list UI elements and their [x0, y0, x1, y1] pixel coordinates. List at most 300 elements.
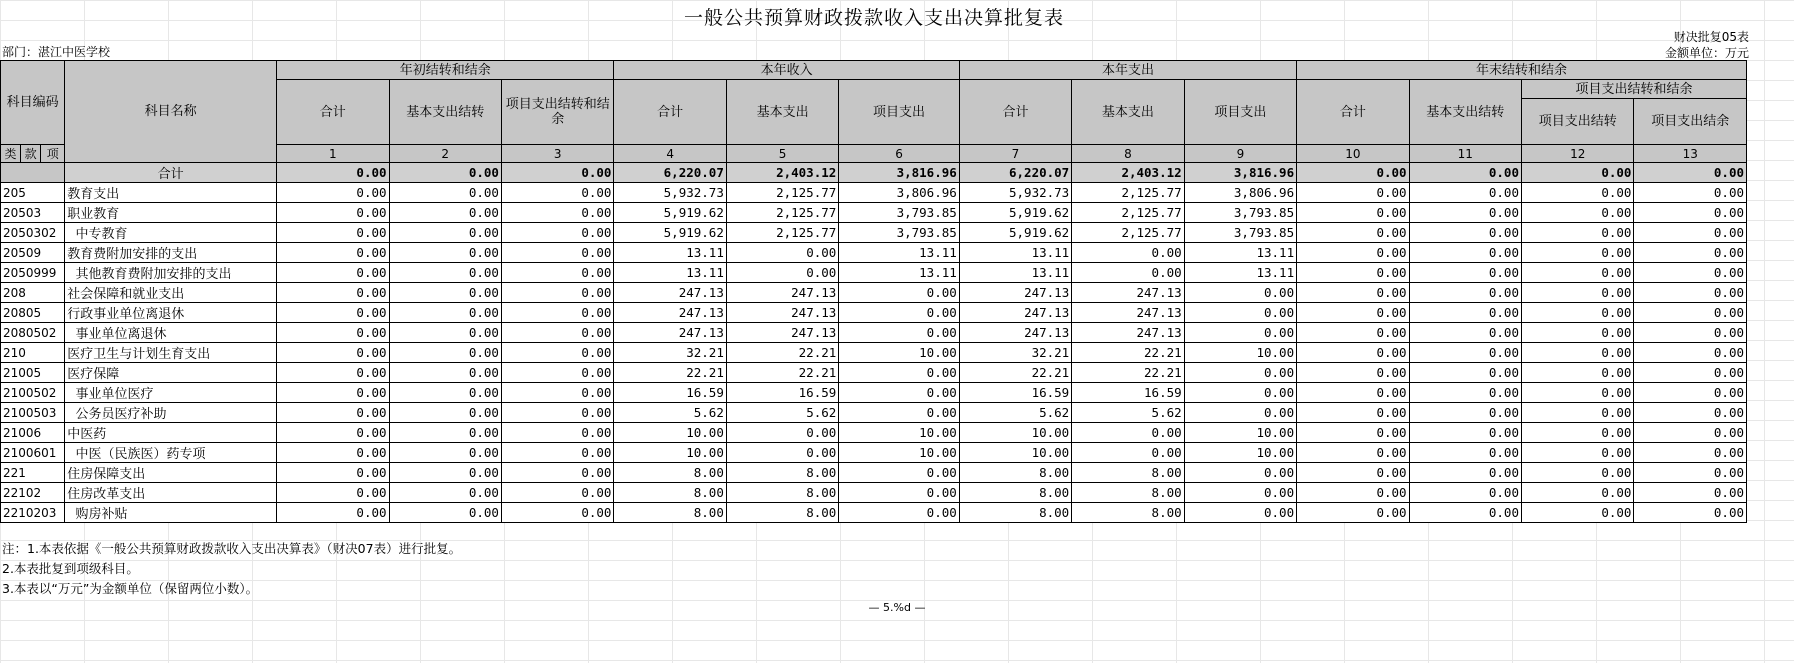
amount-cell[interactable]: 0.00 [277, 203, 389, 223]
amount-cell[interactable]: 0.00 [1521, 423, 1633, 443]
lanci-11: 11 [1409, 145, 1521, 163]
amount-cell[interactable]: 0.00 [1521, 363, 1633, 383]
amount-cell[interactable]: 0.00 [501, 423, 613, 443]
amount-cell[interactable]: 247.13 [959, 303, 1071, 323]
amount-cell[interactable]: 0.00 [839, 383, 959, 403]
amount-cell[interactable]: 8.00 [726, 483, 838, 503]
amount-cell[interactable]: 247.13 [726, 283, 838, 303]
amount-cell[interactable]: 0.00 [1409, 383, 1521, 403]
table-body [1, 183, 1747, 523]
amount-cell[interactable]: 0.00 [1184, 403, 1296, 423]
table-row [1, 483, 1747, 503]
table-row [1, 283, 1747, 303]
amount-cell[interactable]: 5.62 [1072, 403, 1184, 423]
amount-cell[interactable]: 0.00 [1634, 483, 1747, 503]
amount-cell[interactable]: 0.00 [1409, 263, 1521, 283]
amount-cell[interactable]: 0.00 [1634, 283, 1747, 303]
amount-cell[interactable]: 0.00 [1297, 443, 1409, 463]
amount-cell[interactable]: 0.00 [1521, 223, 1633, 243]
subject-name[interactable]: 购房补贴 [65, 503, 277, 523]
amount-cell[interactable]: 0.00 [1409, 283, 1521, 303]
amount-cell[interactable]: 0.00 [389, 503, 501, 523]
subject-name[interactable]: 事业单位离退休 [65, 323, 277, 343]
amount-cell[interactable]: 0.00 [1634, 423, 1747, 443]
amount-cell[interactable]: 8.00 [1072, 483, 1184, 503]
lanci-7: 7 [959, 145, 1071, 163]
header-row-groups [1, 61, 1747, 80]
total-code-cell [1, 163, 65, 183]
amount-cell[interactable]: 0.00 [389, 303, 501, 323]
amount-cell[interactable]: 0.00 [1521, 503, 1633, 523]
amount-cell[interactable]: 0.00 [1521, 463, 1633, 483]
amount-cell[interactable]: 247.13 [726, 323, 838, 343]
amount-cell[interactable]: 0.00 [1409, 203, 1521, 223]
amount-cell[interactable]: 0.00 [389, 203, 501, 223]
header-col-9: 项目支出 [1184, 80, 1296, 145]
subject-name[interactable]: 职业教育 [65, 203, 277, 223]
amount-cell[interactable]: 13.11 [614, 263, 726, 283]
amount-cell[interactable]: 0.00 [1521, 283, 1633, 303]
subject-code[interactable]: 2100601 [1, 443, 65, 463]
amount-cell[interactable]: 0.00 [1409, 303, 1521, 323]
amount-cell[interactable]: 0.00 [1634, 323, 1747, 343]
amount-cell[interactable]: 0.00 [839, 403, 959, 423]
amount-cell[interactable]: 247.13 [959, 283, 1071, 303]
subject-name[interactable]: 行政事业单位离退休 [65, 303, 277, 323]
amount-cell[interactable]: 0.00 [1634, 263, 1747, 283]
amount-cell[interactable]: 247.13 [959, 323, 1071, 343]
subject-code[interactable]: 21005 [1, 363, 65, 383]
amount-cell[interactable]: 0.00 [1184, 483, 1296, 503]
subject-name[interactable]: 公务员医疗补助 [65, 403, 277, 423]
amount-cell[interactable]: 5,919.62 [614, 223, 726, 243]
amount-cell[interactable]: 5,919.62 [959, 203, 1071, 223]
amount-cell[interactable]: 0.00 [277, 383, 389, 403]
amount-cell[interactable]: 0.00 [1634, 183, 1747, 203]
subject-name[interactable]: 医疗卫生与计划生育支出 [65, 343, 277, 363]
amount-cell[interactable]: 0.00 [277, 483, 389, 503]
amount-cell[interactable]: 3,793.85 [839, 223, 959, 243]
amount-cell[interactable]: 0.00 [1297, 463, 1409, 483]
amount-cell[interactable]: 3,806.96 [839, 183, 959, 203]
amount-cell[interactable]: 0.00 [1409, 483, 1521, 503]
amount-cell[interactable]: 0.00 [839, 283, 959, 303]
amount-cell[interactable]: 0.00 [1409, 463, 1521, 483]
amount-cell[interactable]: 0.00 [1634, 223, 1747, 243]
amount-cell[interactable]: 0.00 [1184, 463, 1296, 483]
amount-cell[interactable]: 0.00 [277, 463, 389, 483]
amount-cell[interactable]: 0.00 [1297, 363, 1409, 383]
amount-cell[interactable]: 0.00 [1521, 403, 1633, 423]
amount-cell[interactable]: 0.00 [389, 283, 501, 303]
header-col-6: 项目支出 [839, 80, 959, 145]
amount-cell[interactable]: 0.00 [277, 223, 389, 243]
table-row [1, 463, 1747, 483]
subject-code[interactable]: 20509 [1, 243, 65, 263]
amount-cell[interactable]: 0.00 [1297, 203, 1409, 223]
header-col-13: 项目支出结余 [1634, 99, 1747, 145]
header-xiang: 项 [41, 145, 65, 163]
amount-cell[interactable]: 247.13 [1072, 323, 1184, 343]
amount-cell[interactable]: 32.21 [959, 343, 1071, 363]
amount-cell[interactable]: 0.00 [277, 443, 389, 463]
lanci-5: 5 [726, 145, 838, 163]
amount-cell[interactable]: 0.00 [1184, 363, 1296, 383]
subject-name[interactable]: 教育费附加安排的支出 [65, 243, 277, 263]
amount-cell[interactable]: 22.21 [1072, 363, 1184, 383]
amount-cell[interactable]: 0.00 [501, 403, 613, 423]
subject-code[interactable]: 20503 [1, 203, 65, 223]
amount-cell[interactable]: 22.21 [959, 363, 1071, 383]
amount-cell[interactable]: 247.13 [726, 303, 838, 323]
table-row [1, 243, 1747, 263]
amount-cell[interactable]: 0.00 [389, 263, 501, 283]
amount-cell[interactable]: 0.00 [501, 363, 613, 383]
amount-cell[interactable]: 0.00 [501, 183, 613, 203]
subject-code[interactable]: 2080502 [1, 323, 65, 343]
amount-cell[interactable]: 0.00 [389, 483, 501, 503]
amount-cell[interactable]: 0.00 [1297, 343, 1409, 363]
amount-cell[interactable]: 0.00 [1297, 483, 1409, 503]
subject-code[interactable]: 208 [1, 283, 65, 303]
amount-cell[interactable]: 0.00 [1297, 243, 1409, 263]
amount-cell[interactable]: 0.00 [389, 443, 501, 463]
amount-cell[interactable]: 0.00 [389, 383, 501, 403]
amount-cell[interactable]: 10.00 [839, 423, 959, 443]
amount-cell[interactable]: 0.00 [1409, 423, 1521, 443]
amount-cell[interactable]: 0.00 [389, 183, 501, 203]
amount-cell[interactable]: 0.00 [389, 223, 501, 243]
amount-cell[interactable]: 0.00 [501, 243, 613, 263]
amount-cell[interactable]: 0.00 [1072, 423, 1184, 443]
amount-cell[interactable]: 0.00 [1634, 403, 1747, 423]
amount-cell[interactable]: 16.59 [1072, 383, 1184, 403]
amount-cell[interactable]: 0.00 [1297, 283, 1409, 303]
amount-cell[interactable]: 0.00 [389, 403, 501, 423]
amount-cell[interactable]: 0.00 [1297, 423, 1409, 443]
amount-cell[interactable]: 0.00 [1297, 403, 1409, 423]
header-col-10: 合计 [1297, 80, 1409, 145]
amount-cell[interactable]: 0.00 [501, 463, 613, 483]
amount-cell[interactable]: 5,932.73 [959, 183, 1071, 203]
amount-cell[interactable]: 0.00 [1521, 203, 1633, 223]
amount-cell[interactable]: 8.00 [1072, 503, 1184, 523]
amount-cell[interactable]: 13.11 [614, 243, 726, 263]
total-value: 0.00 [1409, 163, 1521, 183]
amount-cell[interactable]: 0.00 [1634, 463, 1747, 483]
page-title: 一般公共预算财政拨款收入支出决算批复表 [683, 7, 1064, 29]
subject-code[interactable]: 221 [1, 463, 65, 483]
subject-name[interactable]: 教育支出 [65, 183, 277, 203]
amount-cell[interactable]: 10.00 [839, 443, 959, 463]
amount-cell[interactable]: 0.00 [839, 303, 959, 323]
amount-cell[interactable]: 10.00 [959, 423, 1071, 443]
amount-cell[interactable]: 0.00 [277, 343, 389, 363]
amount-cell[interactable]: 0.00 [1634, 303, 1747, 323]
subject-name[interactable]: 医疗保障 [65, 363, 277, 383]
amount-cell[interactable]: 0.00 [1521, 483, 1633, 503]
amount-cell[interactable]: 0.00 [1521, 443, 1633, 463]
amount-cell[interactable]: 0.00 [1297, 223, 1409, 243]
amount-cell[interactable]: 0.00 [1184, 503, 1296, 523]
amount-cell[interactable]: 0.00 [389, 243, 501, 263]
lanci-9: 9 [1184, 145, 1296, 163]
amount-cell[interactable]: 0.00 [1184, 303, 1296, 323]
amount-cell[interactable]: 0.00 [501, 263, 613, 283]
amount-cell[interactable]: 0.00 [1409, 323, 1521, 343]
header-group-expense: 本年支出 [959, 61, 1296, 80]
amount-cell[interactable]: 0.00 [1409, 503, 1521, 523]
amount-cell[interactable]: 0.00 [277, 283, 389, 303]
amount-cell[interactable]: 0.00 [1634, 443, 1747, 463]
total-value: 3,816.96 [1184, 163, 1296, 183]
amount-cell[interactable]: 8.00 [959, 503, 1071, 523]
header-col-7: 合计 [959, 80, 1071, 145]
header-col-3: 项目支出结转和结余 [501, 80, 613, 145]
amount-cell[interactable]: 0.00 [389, 463, 501, 483]
subject-code[interactable]: 205 [1, 183, 65, 203]
table-row [1, 323, 1747, 343]
amount-cell[interactable]: 5,932.73 [614, 183, 726, 203]
amount-cell[interactable]: 0.00 [1297, 303, 1409, 323]
amount-cell[interactable]: 0.00 [1634, 363, 1747, 383]
amount-cell[interactable]: 0.00 [1297, 323, 1409, 343]
amount-cell[interactable]: 0.00 [501, 483, 613, 503]
amount-cell[interactable]: 0.00 [1634, 503, 1747, 523]
amount-cell[interactable]: 0.00 [389, 343, 501, 363]
amount-cell[interactable]: 13.11 [1184, 243, 1296, 263]
amount-cell[interactable]: 2,125.77 [1072, 183, 1184, 203]
table-row [1, 263, 1747, 283]
subject-name[interactable]: 住房改革支出 [65, 483, 277, 503]
amount-cell[interactable]: 0.00 [1521, 183, 1633, 203]
amount-cell[interactable]: 0.00 [1634, 243, 1747, 263]
amount-cell[interactable]: 2,125.77 [726, 183, 838, 203]
table-row [1, 343, 1747, 363]
amount-cell[interactable]: 0.00 [1409, 363, 1521, 383]
subject-code[interactable]: 21006 [1, 423, 65, 443]
amount-cell[interactable]: 0.00 [501, 503, 613, 523]
amount-cell[interactable]: 13.11 [839, 243, 959, 263]
amount-cell[interactable]: 0.00 [277, 183, 389, 203]
amount-cell[interactable]: 0.00 [839, 503, 959, 523]
lanci-1: 1 [277, 145, 389, 163]
amount-cell[interactable]: 0.00 [501, 343, 613, 363]
amount-cell[interactable]: 8.00 [726, 503, 838, 523]
total-value: 6,220.07 [959, 163, 1071, 183]
subject-name[interactable]: 中医（民族医）药专项 [65, 443, 277, 463]
amount-cell[interactable]: 0.00 [1521, 243, 1633, 263]
amount-cell[interactable]: 0.00 [1184, 323, 1296, 343]
subject-name[interactable]: 事业单位医疗 [65, 383, 277, 403]
subject-code[interactable]: 22102 [1, 483, 65, 503]
amount-cell[interactable]: 0.00 [1184, 383, 1296, 403]
subject-code[interactable]: 2050999 [1, 263, 65, 283]
amount-cell[interactable]: 13.11 [1184, 263, 1296, 283]
subject-name[interactable]: 中专教育 [65, 223, 277, 243]
header-col-12: 项目支出结转 [1521, 99, 1633, 145]
header-group-income: 本年收入 [614, 61, 959, 80]
amount-cell[interactable]: 0.00 [277, 243, 389, 263]
amount-cell[interactable]: 0.00 [1409, 223, 1521, 243]
amount-cell[interactable]: 0.00 [1409, 403, 1521, 423]
amount-cell[interactable]: 3,793.85 [1184, 223, 1296, 243]
amount-cell[interactable]: 0.00 [1072, 263, 1184, 283]
amount-cell[interactable]: 5.62 [726, 403, 838, 423]
amount-cell[interactable]: 0.00 [277, 503, 389, 523]
total-label: 合计 [65, 163, 277, 183]
amount-cell[interactable]: 0.00 [501, 223, 613, 243]
subject-code[interactable]: 210 [1, 343, 65, 363]
amount-cell[interactable]: 16.59 [614, 383, 726, 403]
amount-cell[interactable]: 0.00 [501, 323, 613, 343]
total-value: 0.00 [389, 163, 501, 183]
amount-cell[interactable]: 10.00 [1184, 423, 1296, 443]
amount-cell[interactable]: 0.00 [1409, 183, 1521, 203]
total-row [1, 163, 1747, 183]
amount-cell[interactable]: 0.00 [1521, 323, 1633, 343]
header-code: 科目编码 [1, 61, 65, 145]
amount-cell[interactable]: 0.00 [839, 323, 959, 343]
amount-cell[interactable]: 0.00 [1297, 263, 1409, 283]
subject-code[interactable]: 2210203 [1, 503, 65, 523]
amount-cell[interactable]: 0.00 [839, 483, 959, 503]
amount-cell[interactable]: 0.00 [1297, 383, 1409, 403]
amount-cell[interactable]: 0.00 [277, 423, 389, 443]
subject-code[interactable]: 20805 [1, 303, 65, 323]
amount-cell[interactable]: 3,793.85 [839, 203, 959, 223]
amount-cell[interactable]: 10.00 [839, 343, 959, 363]
amount-cell[interactable]: 22.21 [726, 343, 838, 363]
total-value: 6,220.07 [614, 163, 726, 183]
amount-cell[interactable]: 0.00 [1521, 383, 1633, 403]
amount-cell[interactable]: 0.00 [726, 263, 838, 283]
amount-cell[interactable]: 0.00 [839, 463, 959, 483]
header-lei: 类 [1, 145, 21, 163]
amount-cell[interactable]: 8.00 [726, 463, 838, 483]
amount-cell[interactable]: 5,919.62 [614, 203, 726, 223]
subject-code[interactable]: 2100503 [1, 403, 65, 423]
amount-cell[interactable]: 0.00 [1409, 443, 1521, 463]
header-group-closing-project: 项目支出结转和结余 [1521, 80, 1746, 99]
amount-cell[interactable]: 2,125.77 [1072, 223, 1184, 243]
amount-cell[interactable]: 8.00 [614, 463, 726, 483]
amount-cell[interactable]: 3,806.96 [1184, 183, 1296, 203]
amount-cell[interactable]: 8.00 [959, 483, 1071, 503]
amount-cell[interactable]: 8.00 [1072, 463, 1184, 483]
amount-cell[interactable]: 2,125.77 [726, 223, 838, 243]
subject-name[interactable]: 其他教育费附加安排的支出 [65, 263, 277, 283]
amount-cell[interactable]: 5,919.62 [959, 223, 1071, 243]
amount-cell[interactable]: 0.00 [501, 283, 613, 303]
amount-cell[interactable]: 0.00 [277, 403, 389, 423]
amount-cell[interactable]: 0.00 [501, 203, 613, 223]
amount-cell[interactable]: 5.62 [959, 403, 1071, 423]
amount-cell[interactable]: 10.00 [614, 423, 726, 443]
amount-cell[interactable]: 0.00 [277, 323, 389, 343]
table-row [1, 383, 1747, 403]
amount-cell[interactable]: 0.00 [1634, 343, 1747, 363]
amount-cell[interactable]: 247.13 [1072, 283, 1184, 303]
amount-unit: 金额单位：万元 [1664, 46, 1749, 60]
amount-cell[interactable]: 0.00 [501, 443, 613, 463]
amount-cell[interactable]: 16.59 [726, 383, 838, 403]
amount-cell[interactable]: 0.00 [726, 443, 838, 463]
amount-cell[interactable]: 2,125.77 [1072, 203, 1184, 223]
amount-cell[interactable]: 0.00 [277, 263, 389, 283]
header-group-closing: 年末结转和结余 [1297, 61, 1747, 80]
amount-cell[interactable]: 8.00 [959, 463, 1071, 483]
amount-cell[interactable]: 0.00 [1297, 503, 1409, 523]
amount-cell[interactable]: 0.00 [501, 383, 613, 403]
amount-cell[interactable]: 3,793.85 [1184, 203, 1296, 223]
amount-cell[interactable]: 10.00 [1184, 443, 1296, 463]
amount-cell[interactable]: 247.13 [614, 303, 726, 323]
amount-cell[interactable]: 13.11 [839, 263, 959, 283]
amount-cell[interactable]: 10.00 [614, 443, 726, 463]
total-value: 2,403.12 [726, 163, 838, 183]
department-label: 部门：湛江中医学校 [2, 45, 111, 59]
amount-cell[interactable]: 0.00 [1297, 183, 1409, 203]
amount-cell[interactable]: 0.00 [1521, 263, 1633, 283]
amount-cell[interactable]: 0.00 [1409, 243, 1521, 263]
amount-cell[interactable]: 22.21 [1072, 343, 1184, 363]
amount-cell[interactable]: 0.00 [501, 303, 613, 323]
amount-cell[interactable]: 0.00 [726, 243, 838, 263]
amount-cell[interactable]: 0.00 [389, 423, 501, 443]
table-row [1, 363, 1747, 383]
amount-cell[interactable]: 0.00 [1634, 203, 1747, 223]
amount-cell[interactable]: 32.21 [614, 343, 726, 363]
amount-cell[interactable]: 0.00 [389, 323, 501, 343]
lanci-4: 4 [614, 145, 726, 163]
amount-cell[interactable]: 247.13 [614, 323, 726, 343]
amount-cell[interactable]: 0.00 [389, 363, 501, 383]
amount-cell[interactable]: 8.00 [614, 503, 726, 523]
amount-cell[interactable]: 13.11 [959, 243, 1071, 263]
amount-cell[interactable]: 22.21 [614, 363, 726, 383]
amount-cell[interactable]: 22.21 [726, 363, 838, 383]
subject-name[interactable]: 社会保障和就业支出 [65, 283, 277, 303]
amount-cell[interactable]: 5.62 [614, 403, 726, 423]
subject-code[interactable]: 2100502 [1, 383, 65, 403]
amount-cell[interactable]: 0.00 [277, 363, 389, 383]
amount-cell[interactable]: 247.13 [1072, 303, 1184, 323]
amount-cell[interactable]: 16.59 [959, 383, 1071, 403]
amount-cell[interactable]: 0.00 [1409, 343, 1521, 363]
amount-cell[interactable]: 0.00 [1634, 383, 1747, 403]
amount-cell[interactable]: 10.00 [959, 443, 1071, 463]
subject-name[interactable]: 中医药 [65, 423, 277, 443]
amount-cell[interactable]: 0.00 [839, 363, 959, 383]
amount-cell[interactable]: 0.00 [726, 423, 838, 443]
amount-cell[interactable]: 0.00 [277, 303, 389, 323]
amount-cell[interactable]: 0.00 [1521, 303, 1633, 323]
subject-code[interactable]: 2050302 [1, 223, 65, 243]
amount-cell[interactable]: 13.11 [959, 263, 1071, 283]
header-col-5: 基本支出 [726, 80, 838, 145]
amount-cell[interactable]: 0.00 [1072, 243, 1184, 263]
amount-cell[interactable]: 247.13 [614, 283, 726, 303]
form-number: 财决批复05表 [1673, 30, 1749, 44]
amount-cell[interactable]: 2,125.77 [726, 203, 838, 223]
amount-cell[interactable]: 0.00 [1521, 343, 1633, 363]
amount-cell[interactable]: 8.00 [614, 483, 726, 503]
amount-cell[interactable]: 0.00 [1184, 283, 1296, 303]
subject-name[interactable]: 住房保障支出 [65, 463, 277, 483]
amount-cell[interactable]: 0.00 [1072, 443, 1184, 463]
amount-cell[interactable]: 10.00 [1184, 343, 1296, 363]
